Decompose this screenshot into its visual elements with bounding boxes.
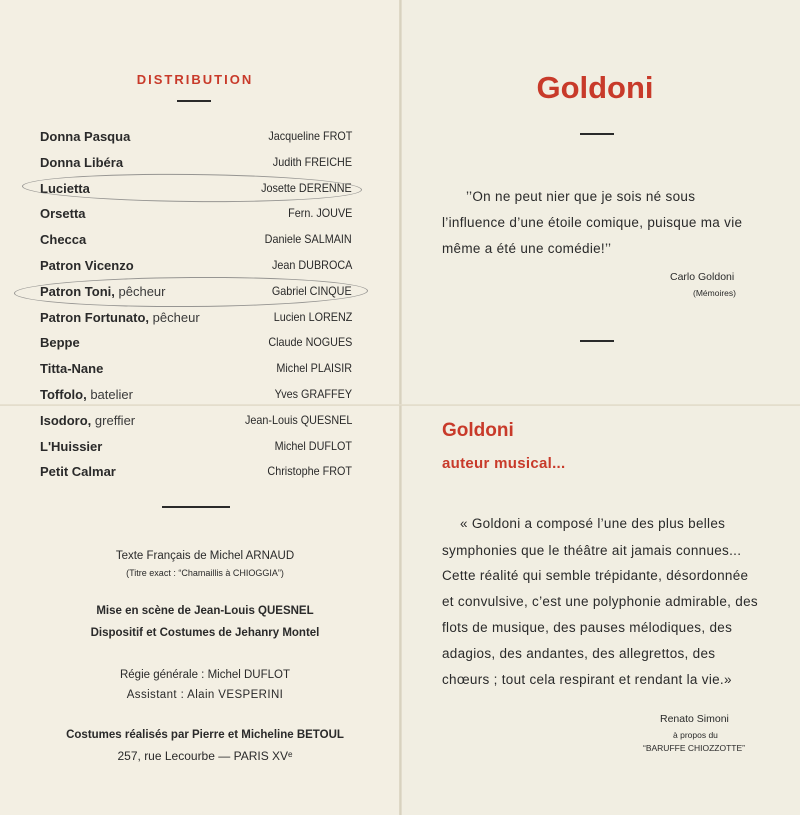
quote1-line: ’’On ne peut nier que je sois né sous [466, 189, 696, 204]
cast-role-name: Patron Fortunato, [40, 309, 150, 325]
distribution-title: DISTRIBUTION [136, 72, 254, 87]
credit-costumes: Costumes réalisés par Pierre et Micheline BETOUL [66, 729, 344, 741]
quote2-line: Cette réalité qui semble trépidante, désordonnée [442, 568, 749, 583]
credit-assistant: Assistant : Alain VESPERINI [126, 689, 284, 701]
credit-adresse: 257, rue Lecourbe — PARIS XVᵉ [117, 749, 293, 763]
cast-role-desc: batelier [90, 387, 133, 402]
cast-role-desc: pêcheur [152, 309, 200, 325]
cast-role-name: Checca [40, 232, 87, 248]
credit-mise-en-scene: Mise en scène de Jean-Louis QUESNEL [96, 605, 314, 617]
cast-role-name: Beppe [40, 335, 80, 351]
cast-actor: Claude NOGUES [267, 335, 352, 350]
cast-actor: Jacqueline FROT [267, 129, 352, 143]
goldoni-title: Goldoni [536, 70, 654, 105]
quote2-author: Renato Simoni [660, 713, 729, 725]
cast-role [40, 413, 135, 428]
quote2-line: symphonies que le théâtre ait jamais connues... [442, 543, 742, 558]
quote1-author: Carlo Goldoni [670, 271, 735, 283]
cast-actor: Fern. JOUVE [287, 206, 352, 221]
cast-role [40, 335, 80, 350]
cast-row [40, 387, 352, 407]
center-fold [399, 0, 402, 815]
cast-actor: Yves GRAFFEY [274, 387, 352, 401]
cast-actor: Judith FREICHE [272, 154, 352, 169]
cast-actor: Christophe FROT [267, 464, 352, 479]
cast-actor: Michel DUFLOT [274, 438, 352, 453]
cast-row [40, 335, 352, 355]
cast-row [40, 439, 352, 459]
cast-row [40, 129, 352, 149]
cast-row [40, 206, 352, 226]
cast-role-desc: pêcheur [118, 283, 166, 299]
quote2-line: « Goldoni a composé l’une des plus belles [460, 516, 726, 531]
cast-role-name: L'Huissier [40, 438, 103, 454]
credit-regie: Régie générale : Michel DUFLOT [119, 669, 290, 681]
quote1-source: (Mémoires) [693, 288, 736, 298]
cast-role [40, 232, 86, 247]
cast-role-name: Patron Vicenzo [40, 258, 134, 273]
subtitle-goldoni: Goldoni [442, 420, 514, 441]
cast-actor: Gabriel CINQUE [272, 283, 352, 298]
quote1-line: même a été une comédie!’’ [442, 241, 612, 256]
quote2-context: à propos du [673, 730, 718, 740]
quote2-line: flots de musique, des pauses mélodiques, des [442, 620, 733, 635]
cast-actor: Jean-Louis QUESNEL [244, 412, 352, 427]
cast-actor: Lucien LORENZ [273, 309, 352, 324]
cast-role [40, 258, 134, 273]
cast-role-desc: greffier [94, 412, 136, 428]
cast-end-rule [162, 506, 230, 508]
cast-role-name: Petit Calmar [40, 464, 116, 480]
distribution-rule [177, 100, 211, 102]
cast-actor: Jean DUBROCA [271, 258, 352, 272]
cast-row [40, 258, 352, 278]
cast-role-name: Orsetta [40, 206, 86, 222]
cast-role-name: Donna Pasqua [40, 129, 131, 144]
quote2-work: “BARUFFE CHIOZZOTTE” [643, 743, 745, 753]
title-rule [580, 133, 614, 135]
cast-role-name: Toffolo, [40, 387, 87, 402]
cast-actor: Josette DERENNE [261, 180, 352, 195]
cast-role-name: Donna Libéra [40, 154, 124, 170]
credit-texte: Texte Français de Michel ARNAUD [115, 550, 295, 562]
cast-actor: Daniele SALMAIN [264, 232, 352, 247]
cast-role-name: Isodoro, [40, 412, 92, 428]
cast-row [40, 464, 352, 484]
middle-rule [580, 340, 614, 342]
cast-actor: Michel PLAISIR [276, 361, 352, 376]
cast-role [40, 439, 102, 454]
cast-role [40, 129, 130, 144]
cast-role [40, 155, 123, 170]
cast-role [40, 361, 103, 376]
cast-role-name: Patron Toni, [40, 283, 115, 299]
quote1-line: l’influence d’une étoile comique, puisque ma vie [442, 215, 743, 230]
quote2-line: chœurs ; tout cela respirant et rendant la vie.» [442, 672, 732, 687]
cast-row [40, 361, 352, 381]
subtitle-auteur-musical: auteur musical... [442, 455, 566, 472]
credit-dispositif: Dispositif et Costumes de Jehanry Montel [90, 627, 320, 639]
cast-role [40, 464, 116, 479]
cast-role [40, 310, 200, 325]
cast-role-name: Lucietta [40, 180, 90, 196]
quote2-line: adagios, des andantes, des allegrettos, des [442, 646, 716, 661]
credit-titre-exact: (Titre exact : “Chamaillis à CHIOGGIA”) [126, 568, 284, 578]
quote2-line: et convulsive, c’est une polyphonie admirable, des [442, 594, 758, 609]
cast-row [40, 413, 352, 433]
cast-role-name: Titta-Nane [40, 361, 104, 377]
cast-row [40, 232, 352, 252]
cast-role [40, 387, 133, 402]
right-panel [402, 0, 800, 815]
cast-row [40, 155, 352, 175]
cast-role [40, 206, 86, 221]
cast-row [40, 310, 352, 330]
